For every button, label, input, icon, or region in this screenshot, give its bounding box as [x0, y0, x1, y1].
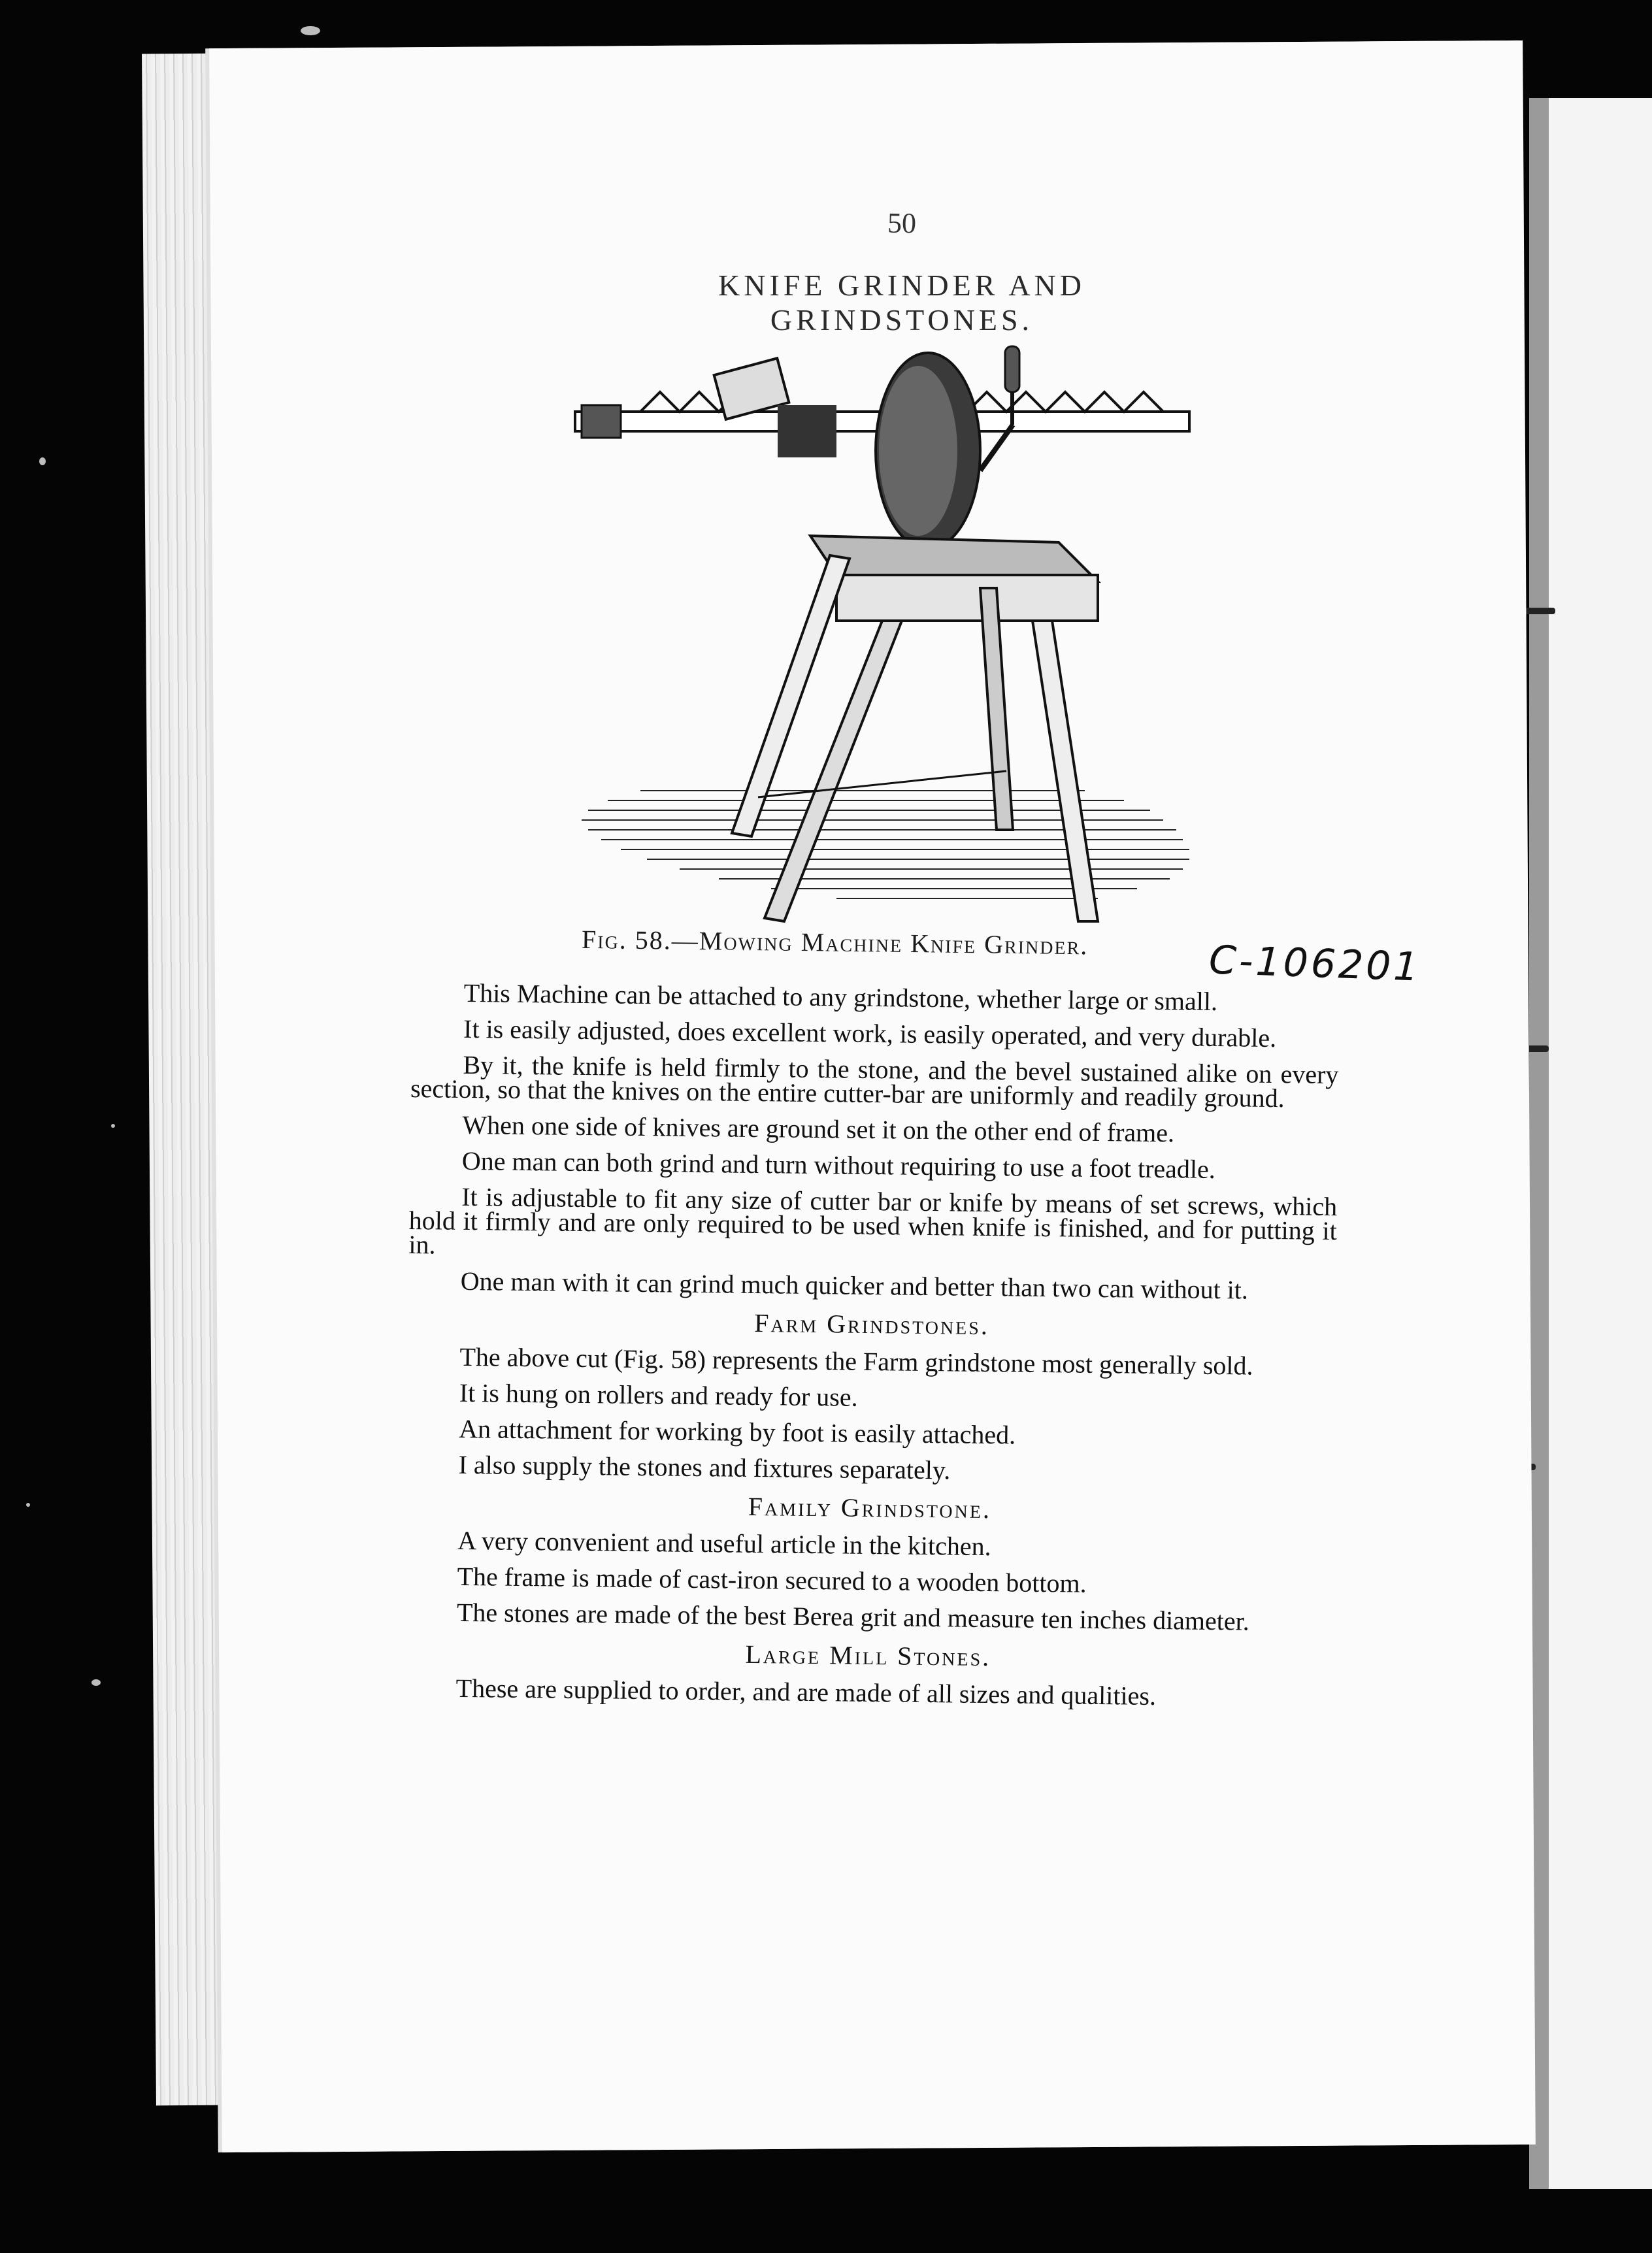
paragraph: A very convenient and useful article in the kitchen.: [457, 1525, 991, 1562]
scan-speck: [39, 457, 46, 465]
paragraph: These are supplied to order, and are made of all sizes and qualities.: [455, 1673, 1157, 1711]
paragraph: It is adjustable to fit any size of cutter bar or knife by means of set screws, which hold it firmly and are only required to be used when knife is finished, and for putting it in.: [408, 1181, 1338, 1260]
paragraph: The stones are made of the best Berea grit and measure ten inches diameter.: [456, 1597, 1250, 1636]
section-heading-farm-grindstones: Farm Grindstones.: [754, 1307, 990, 1341]
paragraph: It is easily adjusted, does excellent work, is easily operated, and very durable.: [463, 1013, 1277, 1053]
paragraph: It is hung on rollers and ready for use.: [459, 1377, 858, 1412]
knife-grinder-illustration: [562, 340, 1229, 928]
figure-caption: Fig. 58.—Mowing Machine Knife Grinder.: [581, 924, 1089, 961]
scan-speck: [26, 1503, 30, 1507]
paragraph: The above cut (Fig. 58) represents the Farm grindstone most generally sold.: [459, 1341, 1253, 1381]
paragraph: By it, the knife is held firmly to the stone, and the bevel sustained alike on every section, so that the knives on the entire cutter-bar are uniformly and readily ground.: [410, 1049, 1339, 1113]
scan-speck: [91, 1679, 101, 1686]
paragraph: One man with it can grind much quicker and better than two can without it.: [460, 1266, 1249, 1305]
paragraph: This Machine can be attached to any grindstone, whether large or small.: [463, 978, 1218, 1016]
facing-page: [1529, 98, 1652, 2189]
paragraph: I also supply the stones and fixtures separately.: [458, 1449, 951, 1485]
page-number: 50: [887, 206, 917, 240]
paragraph: When one side of knives are ground set it on the other end of frame.: [462, 1110, 1175, 1148]
section-heading-family-grindstone: Family Grindstone.: [748, 1491, 992, 1524]
section-heading-large-mill-stones: Large Mill Stones.: [745, 1639, 991, 1672]
scan-speck: [111, 1124, 115, 1128]
paragraph: One man can both grind and turn without requiring to use a foot treadle.: [461, 1145, 1216, 1184]
handwritten-catalog-number: C-106201: [1208, 937, 1422, 991]
ground-shadow: [582, 791, 1189, 898]
paragraph: An attachment for working by foot is easily attached.: [458, 1413, 1016, 1450]
body-text: [403, 980, 1340, 1722]
scan-speck: [301, 26, 320, 35]
running-head: KNIFE GRINDER AND GRINDSTONES.: [718, 269, 1085, 337]
paragraph: The frame is made of cast-iron secured to a wooden bottom.: [457, 1561, 1087, 1598]
